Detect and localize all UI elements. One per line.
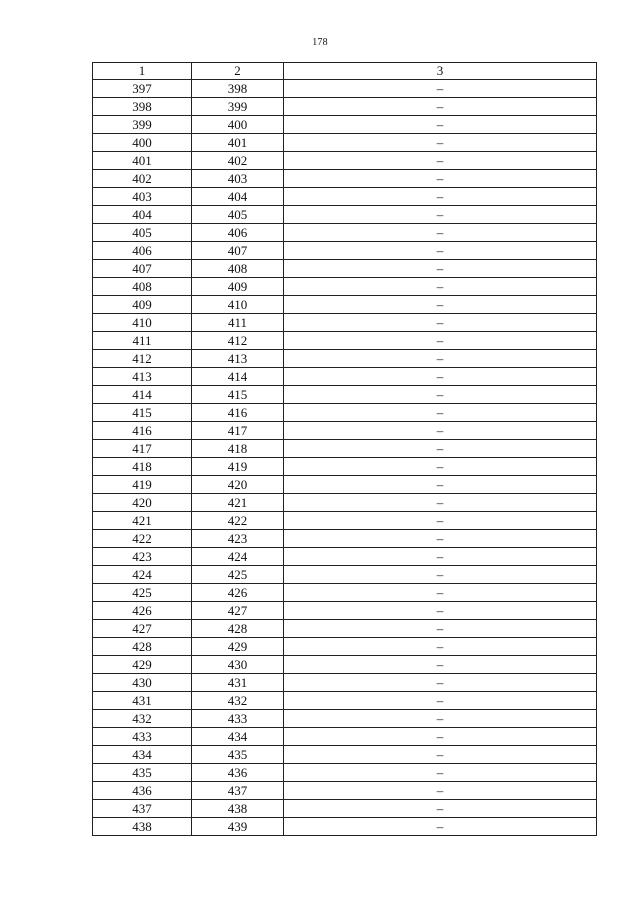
table-cell-col-3: – xyxy=(284,584,597,602)
table-cell-col-2: 420 xyxy=(192,476,284,494)
table-cell-col-3: – xyxy=(284,80,597,98)
table-cell-col-3: – xyxy=(284,368,597,386)
table-body xyxy=(93,80,597,836)
table-cell-col-3: – xyxy=(284,350,597,368)
table-cell-col-2: 425 xyxy=(192,566,284,584)
table-row xyxy=(93,692,597,710)
table-row xyxy=(93,584,597,602)
column-header-1: 1 xyxy=(93,63,192,80)
table-cell-col-1: 415 xyxy=(93,404,192,422)
table-row xyxy=(93,602,597,620)
table-row xyxy=(93,548,597,566)
table-row xyxy=(93,620,597,638)
table-cell-col-3: – xyxy=(284,458,597,476)
table-cell-col-3: – xyxy=(284,404,597,422)
table-cell-col-3: – xyxy=(284,206,597,224)
table-cell-col-2: 405 xyxy=(192,206,284,224)
table-row xyxy=(93,314,597,332)
table-cell-col-1: 416 xyxy=(93,422,192,440)
table-cell-col-1: 434 xyxy=(93,746,192,764)
table-cell-col-3: – xyxy=(284,422,597,440)
table-cell-col-1: 408 xyxy=(93,278,192,296)
table-cell-col-3: – xyxy=(284,116,597,134)
table-cell-col-3: – xyxy=(284,170,597,188)
table-cell-col-1: 433 xyxy=(93,728,192,746)
table-row xyxy=(93,260,597,278)
table-cell-col-2: 411 xyxy=(192,314,284,332)
table-cell-col-3: – xyxy=(284,242,597,260)
table-cell-col-1: 414 xyxy=(93,386,192,404)
table-cell-col-1: 419 xyxy=(93,476,192,494)
table-cell-col-3: – xyxy=(284,638,597,656)
table-cell-col-1: 420 xyxy=(93,494,192,512)
table-cell-col-1: 400 xyxy=(93,134,192,152)
table-row xyxy=(93,278,597,296)
table-row xyxy=(93,566,597,584)
table-cell-col-1: 421 xyxy=(93,512,192,530)
table-cell-col-2: 427 xyxy=(192,602,284,620)
table-cell-col-3: – xyxy=(284,800,597,818)
table-cell-col-3: – xyxy=(284,476,597,494)
table-cell-col-1: 405 xyxy=(93,224,192,242)
table-cell-col-1: 427 xyxy=(93,620,192,638)
table-cell-col-1: 422 xyxy=(93,530,192,548)
table-cell-col-1: 399 xyxy=(93,116,192,134)
table-cell-col-2: 417 xyxy=(192,422,284,440)
table-cell-col-1: 401 xyxy=(93,152,192,170)
table-cell-col-2: 424 xyxy=(192,548,284,566)
table-cell-col-2: 403 xyxy=(192,170,284,188)
table-cell-col-3: – xyxy=(284,656,597,674)
table-cell-col-1: 437 xyxy=(93,800,192,818)
table-row xyxy=(93,296,597,314)
table-cell-col-3: – xyxy=(284,314,597,332)
table-cell-col-3: – xyxy=(284,818,597,836)
header-row xyxy=(93,63,597,80)
table-cell-col-3: – xyxy=(284,692,597,710)
table-cell-col-3: – xyxy=(284,224,597,242)
table-cell-col-2: 399 xyxy=(192,98,284,116)
table-cell-col-2: 436 xyxy=(192,764,284,782)
table-cell-col-3: – xyxy=(284,602,597,620)
table-cell-col-2: 438 xyxy=(192,800,284,818)
table-cell-col-1: 424 xyxy=(93,566,192,584)
table-cell-col-2: 429 xyxy=(192,638,284,656)
table-cell-col-1: 406 xyxy=(93,242,192,260)
table-cell-col-1: 412 xyxy=(93,350,192,368)
table-cell-col-1: 397 xyxy=(93,80,192,98)
table-cell-col-1: 435 xyxy=(93,764,192,782)
table-cell-col-2: 421 xyxy=(192,494,284,512)
table-cell-col-3: – xyxy=(284,512,597,530)
table-cell-col-3: – xyxy=(284,566,597,584)
table-cell-col-1: 430 xyxy=(93,674,192,692)
table-row xyxy=(93,800,597,818)
table-cell-col-3: – xyxy=(284,710,597,728)
table-row xyxy=(93,476,597,494)
table-cell-col-1: 398 xyxy=(93,98,192,116)
table-row xyxy=(93,458,597,476)
table-cell-col-2: 407 xyxy=(192,242,284,260)
table-cell-col-3: – xyxy=(284,746,597,764)
table-cell-col-1: 423 xyxy=(93,548,192,566)
table-cell-col-1: 418 xyxy=(93,458,192,476)
table-row xyxy=(93,782,597,800)
table-cell-col-2: 433 xyxy=(192,710,284,728)
table-cell-col-2: 431 xyxy=(192,674,284,692)
table-row xyxy=(93,170,597,188)
table-cell-col-1: 409 xyxy=(93,296,192,314)
table-cell-col-2: 414 xyxy=(192,368,284,386)
table-cell-col-3: – xyxy=(284,782,597,800)
table-row xyxy=(93,368,597,386)
column-header-2: 2 xyxy=(192,63,284,80)
table-header xyxy=(93,63,597,80)
table-cell-col-3: – xyxy=(284,296,597,314)
data-table xyxy=(92,62,597,836)
table-cell-col-2: 409 xyxy=(192,278,284,296)
table-cell-col-3: – xyxy=(284,728,597,746)
table-row xyxy=(93,512,597,530)
table-row xyxy=(93,206,597,224)
table-cell-col-3: – xyxy=(284,548,597,566)
table-row xyxy=(93,494,597,512)
table-cell-col-1: 413 xyxy=(93,368,192,386)
table-cell-col-2: 413 xyxy=(192,350,284,368)
table-cell-col-3: – xyxy=(284,530,597,548)
table-cell-col-3: – xyxy=(284,260,597,278)
table-cell-col-2: 428 xyxy=(192,620,284,638)
table-cell-col-2: 430 xyxy=(192,656,284,674)
table-cell-col-3: – xyxy=(284,494,597,512)
table-row xyxy=(93,224,597,242)
table-cell-col-3: – xyxy=(284,278,597,296)
table-row xyxy=(93,746,597,764)
page-number: 178 xyxy=(312,37,328,48)
table-row xyxy=(93,134,597,152)
table-row xyxy=(93,80,597,98)
table-cell-col-1: 431 xyxy=(93,692,192,710)
table-cell-col-2: 423 xyxy=(192,530,284,548)
table-cell-col-3: – xyxy=(284,620,597,638)
table-cell-col-3: – xyxy=(284,98,597,116)
table-cell-col-3: – xyxy=(284,332,597,350)
table-row xyxy=(93,404,597,422)
table-cell-col-3: – xyxy=(284,188,597,206)
table-cell-col-1: 432 xyxy=(93,710,192,728)
table-row xyxy=(93,530,597,548)
table-cell-col-2: 408 xyxy=(192,260,284,278)
table-cell-col-2: 406 xyxy=(192,224,284,242)
table-cell-col-2: 415 xyxy=(192,386,284,404)
table-cell-col-1: 403 xyxy=(93,188,192,206)
table-row xyxy=(93,332,597,350)
table-row xyxy=(93,656,597,674)
table-row xyxy=(93,440,597,458)
table-cell-col-2: 434 xyxy=(192,728,284,746)
table-cell-col-1: 402 xyxy=(93,170,192,188)
table-cell-col-2: 398 xyxy=(192,80,284,98)
table-row xyxy=(93,638,597,656)
table-row xyxy=(93,818,597,836)
table-cell-col-1: 428 xyxy=(93,638,192,656)
table-row xyxy=(93,728,597,746)
table-row xyxy=(93,116,597,134)
table-cell-col-2: 418 xyxy=(192,440,284,458)
table-cell-col-1: 407 xyxy=(93,260,192,278)
table-cell-col-2: 432 xyxy=(192,692,284,710)
table-row xyxy=(93,188,597,206)
table-cell-col-2: 437 xyxy=(192,782,284,800)
table-cell-col-2: 416 xyxy=(192,404,284,422)
table-row xyxy=(93,152,597,170)
table-cell-col-1: 410 xyxy=(93,314,192,332)
table-cell-col-1: 425 xyxy=(93,584,192,602)
table-cell-col-1: 417 xyxy=(93,440,192,458)
table-cell-col-3: – xyxy=(284,386,597,404)
table-cell-col-1: 436 xyxy=(93,782,192,800)
table-row xyxy=(93,710,597,728)
table-cell-col-2: 426 xyxy=(192,584,284,602)
table-cell-col-1: 411 xyxy=(93,332,192,350)
table-row xyxy=(93,386,597,404)
table-row xyxy=(93,350,597,368)
table-cell-col-2: 439 xyxy=(192,818,284,836)
table-cell-col-3: – xyxy=(284,134,597,152)
table-cell-col-3: – xyxy=(284,152,597,170)
table-cell-col-2: 404 xyxy=(192,188,284,206)
table-cell-col-3: – xyxy=(284,440,597,458)
table-cell-col-1: 426 xyxy=(93,602,192,620)
table-row xyxy=(93,422,597,440)
table-cell-col-2: 402 xyxy=(192,152,284,170)
table-cell-col-3: – xyxy=(284,764,597,782)
table-cell-col-1: 429 xyxy=(93,656,192,674)
table-cell-col-1: 438 xyxy=(93,818,192,836)
table-cell-col-2: 419 xyxy=(192,458,284,476)
table-cell-col-2: 400 xyxy=(192,116,284,134)
table-cell-col-2: 422 xyxy=(192,512,284,530)
table-cell-col-2: 410 xyxy=(192,296,284,314)
table-cell-col-2: 401 xyxy=(192,134,284,152)
table-row xyxy=(93,764,597,782)
table-cell-col-3: – xyxy=(284,674,597,692)
table-cell-col-2: 412 xyxy=(192,332,284,350)
table-row xyxy=(93,98,597,116)
table-cell-col-1: 404 xyxy=(93,206,192,224)
column-header-3: 3 xyxy=(284,63,597,80)
table-row xyxy=(93,674,597,692)
table-row xyxy=(93,242,597,260)
table-cell-col-2: 435 xyxy=(192,746,284,764)
